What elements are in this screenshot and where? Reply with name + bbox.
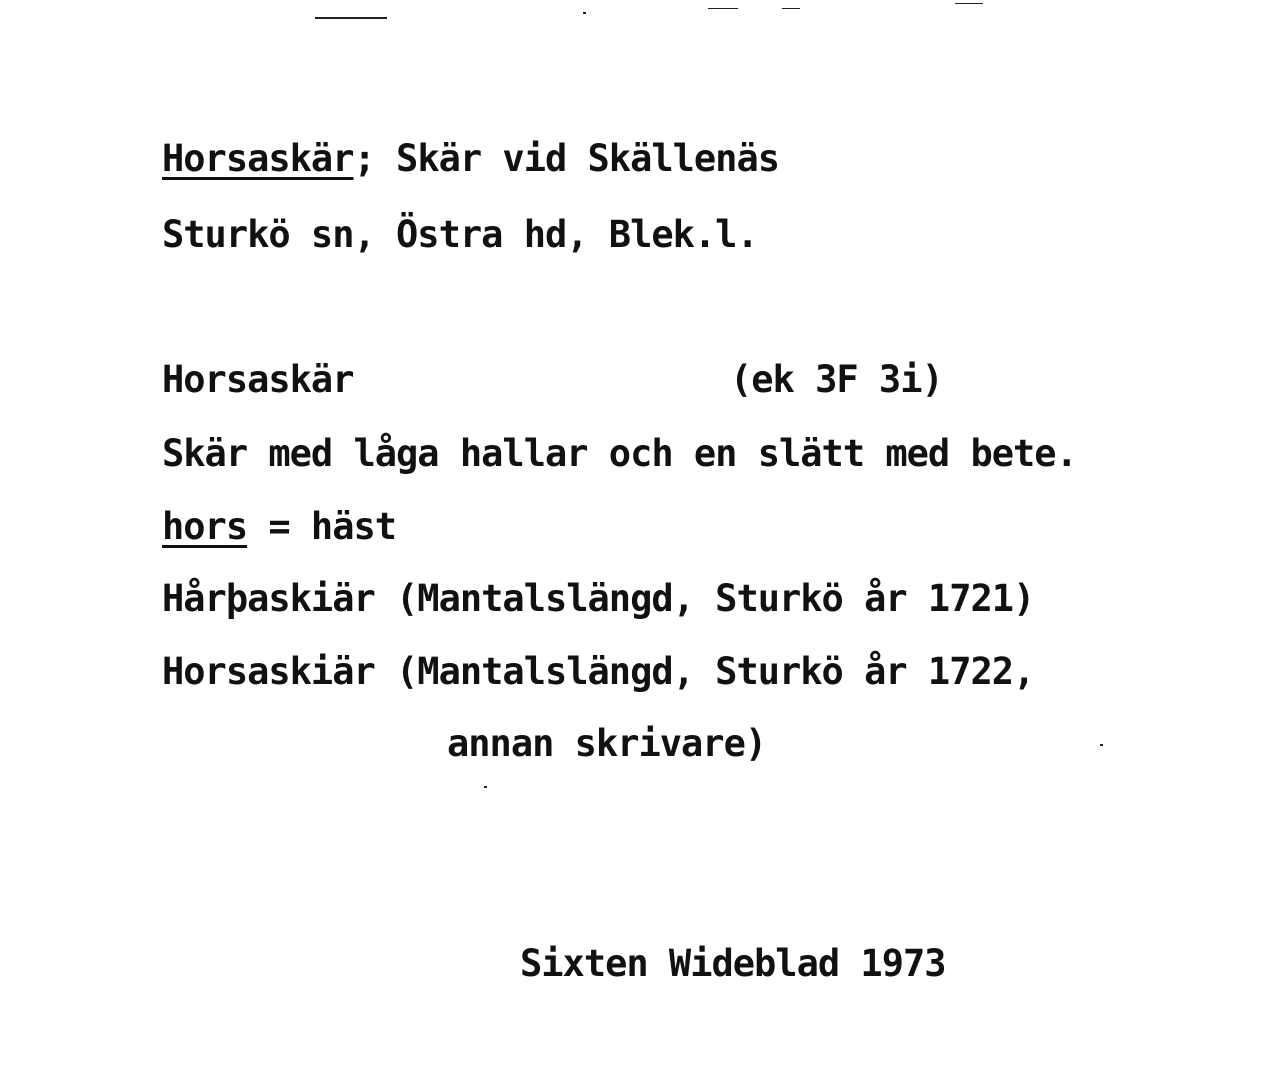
attestation-continuation: annan skrivare): [447, 722, 767, 765]
location-line: Sturkö sn, Östra hd, Blek.l.: [162, 213, 758, 256]
attestation-1721: Hårþaskiär (Mantalslängd, Sturkö år 1721): [162, 577, 1035, 620]
description-line: Skär med låga hallar och en slätt med bete.: [162, 432, 1077, 475]
heading-name: Horsaskär: [162, 137, 354, 180]
scan-mark: [583, 12, 586, 14]
heading-description: Skär vid Skällenäs: [374, 137, 780, 180]
signature: Sixten Wideblad 1973: [520, 942, 946, 985]
card-heading: [162, 137, 779, 181]
scan-mark: [1100, 744, 1103, 746]
attestation-1722: Horsaskiär (Mantalslängd, Sturkö år 1722,: [162, 650, 1035, 693]
etymology-word: hors: [162, 505, 248, 548]
scan-mark: [955, 3, 983, 4]
scan-mark: [708, 8, 738, 9]
scan-mark: [782, 8, 800, 9]
scan-mark: [484, 786, 487, 788]
map-reference: (ek 3F 3i): [730, 358, 943, 401]
scan-mark: [315, 17, 387, 19]
etymology-meaning: = häst: [247, 505, 397, 548]
entry-name: Horsaskär: [162, 358, 354, 401]
heading-separator: ;: [353, 137, 375, 180]
etymology-line: [162, 505, 396, 549]
